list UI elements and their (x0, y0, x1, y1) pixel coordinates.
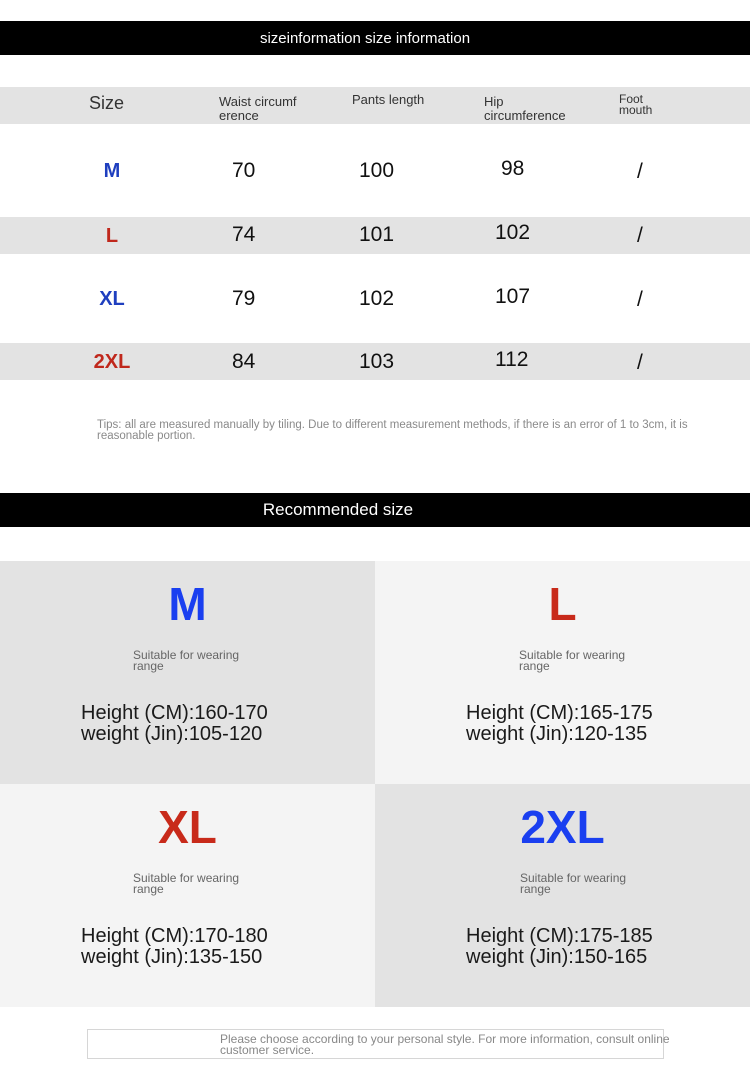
recommend-size-label: 2XL (520, 801, 605, 853)
row-pants-length: 103 (359, 350, 395, 373)
table-row (0, 343, 750, 380)
recommend-card-m (0, 561, 375, 784)
size-information-banner (0, 21, 750, 55)
weight-range: weight (Jin):135-150 (81, 946, 263, 968)
recommend-card-xl (0, 784, 375, 1007)
row-size-label: M (103, 160, 121, 182)
header-hip: Hip circumference (484, 94, 566, 123)
row-hip: 98 (501, 157, 525, 180)
row-size-label: XL (99, 288, 125, 310)
height-weight-range (81, 926, 268, 968)
row-hip: 102 (495, 221, 531, 244)
row-waist: 70 (232, 159, 256, 182)
height-range: Height (CM):170-180 (81, 925, 268, 947)
measurement-tips: Tips: all are measured manually by tiling. Due to different measurement methods, if there is an error of 1 to 3cm, it is reasonable portion. (97, 419, 688, 442)
table-row (0, 124, 750, 217)
suitable-range-label: Suitable for wearing range (133, 648, 240, 673)
header-waist: Waist circumference (219, 94, 297, 123)
suitable-range-label: Suitable for wearing range (519, 648, 626, 673)
size-information-title: sizeinformation size information (259, 29, 471, 47)
row-foot-mouth: / (637, 224, 643, 247)
recommended-size-banner (0, 493, 750, 527)
row-waist: 79 (232, 287, 256, 310)
row-waist: 84 (232, 350, 256, 373)
recommend-card-l (375, 561, 750, 784)
suitable-range-label: Suitable for wearing range (133, 871, 240, 896)
row-pants-length: 102 (359, 287, 395, 310)
row-pants-length: 101 (359, 223, 395, 246)
recommend-size-label: XL (158, 801, 217, 853)
header-size: Size (89, 93, 125, 113)
suitable-range-label: Suitable for wearing range (520, 871, 627, 896)
height-weight-range (81, 703, 268, 745)
size-table-header (0, 87, 750, 124)
row-foot-mouth: / (637, 351, 643, 374)
row-waist: 74 (232, 223, 256, 246)
table-row (0, 217, 750, 254)
weight-range: weight (Jin):120-135 (466, 723, 648, 745)
row-foot-mouth: / (637, 160, 643, 183)
header-foot-mouth: Foot mouth (619, 92, 653, 117)
table-row (0, 254, 750, 343)
recommended-size-title: Recommended size (262, 500, 414, 519)
height-range: Height (CM):160-170 (81, 702, 268, 724)
row-size-label: 2XL (93, 351, 131, 373)
header-pants-length: Pants length (352, 92, 425, 107)
height-weight-range (466, 926, 653, 968)
recommend-card-2xl (375, 784, 750, 1007)
weight-range: weight (Jin):105-120 (81, 723, 263, 745)
row-pants-length: 100 (359, 159, 395, 182)
row-hip: 107 (495, 285, 531, 308)
row-hip: 112 (495, 348, 529, 371)
recommend-size-label: M (168, 578, 207, 630)
recommend-size-label: L (548, 578, 577, 630)
height-weight-range (466, 703, 653, 745)
row-foot-mouth: / (637, 288, 643, 311)
weight-range: weight (Jin):150-165 (466, 946, 648, 968)
height-range: Height (CM):165-175 (466, 702, 653, 724)
height-range: Height (CM):175-185 (466, 925, 653, 947)
footer-note: Please choose according to your personal style. For more information, consult online customer service. (220, 1032, 670, 1057)
row-size-label: L (105, 225, 119, 247)
